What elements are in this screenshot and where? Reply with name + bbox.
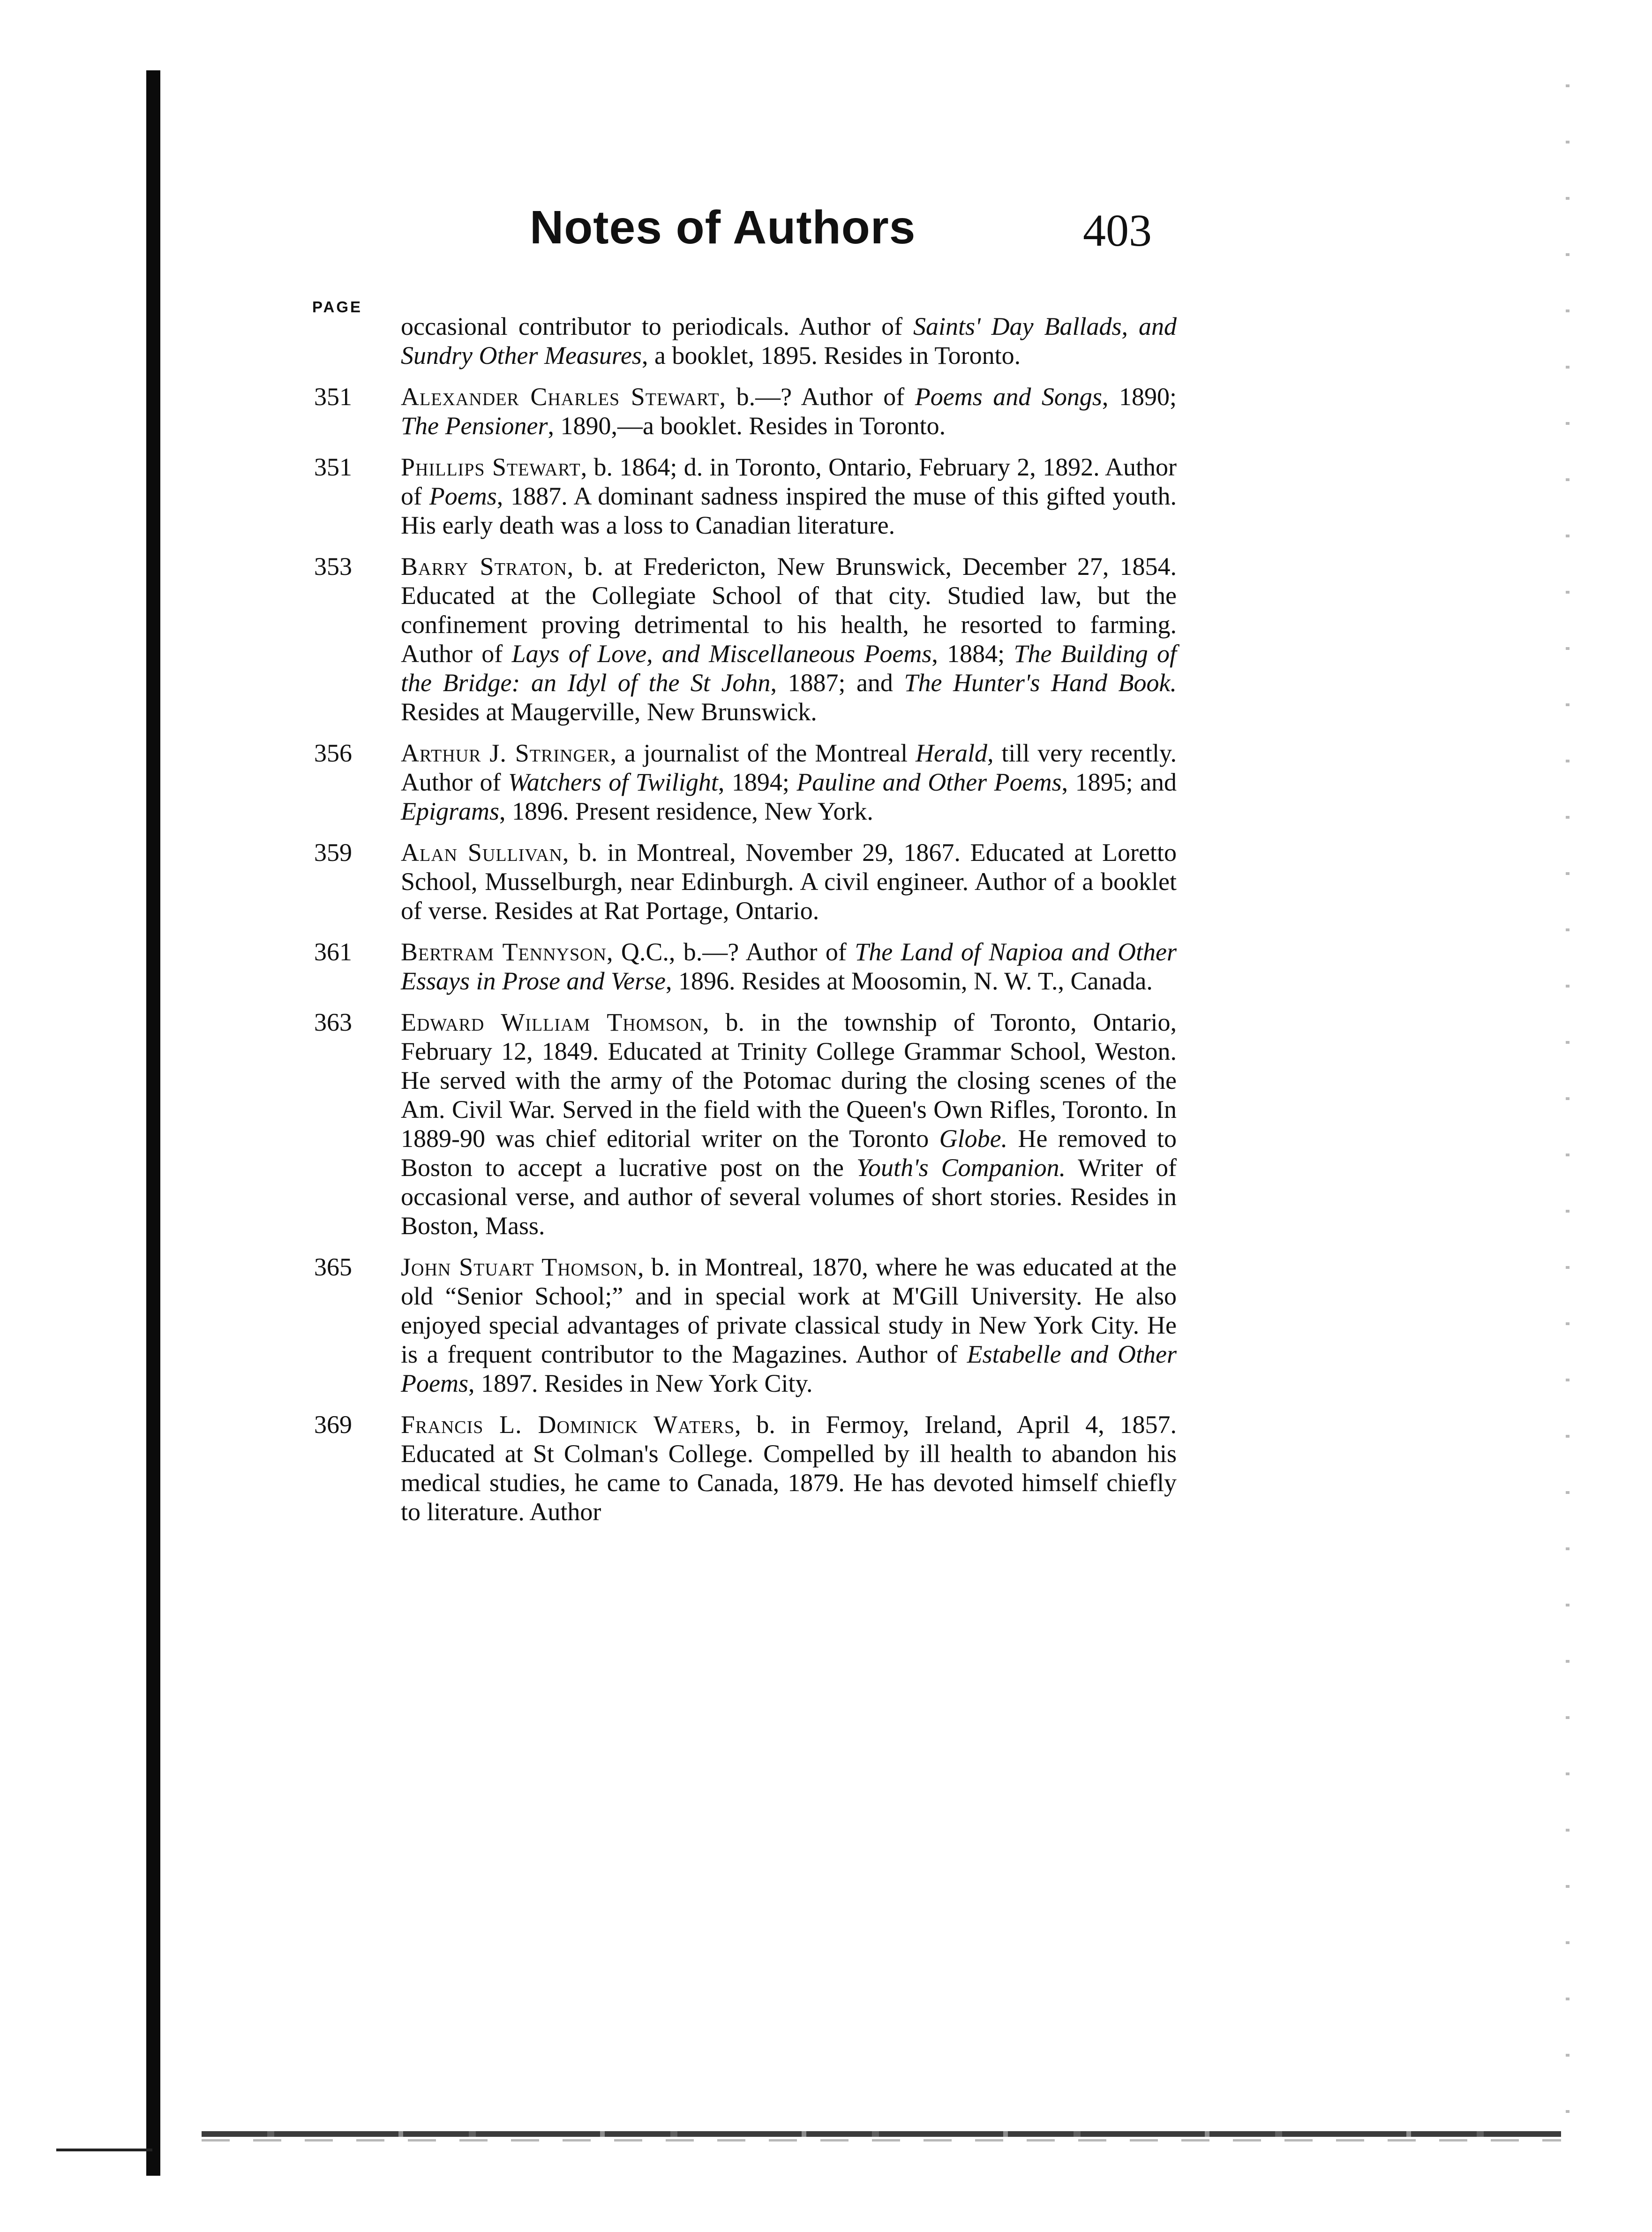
entry-page-number: 361 [314, 938, 352, 966]
author-entry: 351 Phillips Stewart, b. 1864; d. in Toronto, Ontario, February 2, 1892. Author of Poems, 1887. A dominant sadness inspired the muse of this gifted youth. His early death was a loss to Canadian literature. [314, 453, 1177, 539]
author-entry: 359 Alan Sullivan, b. in Montreal, November 29, 1867. Educated at Loretto School, Musselburgh, near Edinburgh. A civil engineer. Author of a booklet of verse. Resides at Rat Portage, Ontario. [314, 838, 1177, 925]
scan-bottom-edge-lower [202, 2139, 1561, 2142]
entry-page-number: 351 [314, 383, 352, 411]
page-title: Notes of Authors [530, 201, 916, 254]
continued-entry: occasional contributor to periodicals. Author of Saints' Day Ballads, and Sundry Other Measures, a booklet, 1895. Resides in Toronto. [401, 312, 1177, 369]
author-name: Phillips Stewart [401, 453, 581, 481]
entry-page-number: 356 [314, 739, 352, 767]
author-name: Edward William Thomson [401, 1008, 703, 1036]
author-entry: 356 Arthur J. Stringer, a journalist of the Montreal Herald, till very recently. Author of Watchers of Twilight, 1894; Pauline and Other Poems, 1895; and Epigrams, 1896. Present residence, New York. [314, 739, 1177, 825]
binding-mark [56, 2149, 152, 2151]
author-name: Alexander Charles Stewart [401, 383, 720, 411]
entry-page-number: 351 [314, 453, 352, 481]
author-entry: 353 Barry Straton, b. at Fredericton, New Brunswick, December 27, 1854. Educated at the Collegiate School of that city. Studied law, but the confinement proving detrimental to his health, he resorted to farming. Author of Lays of Love, and Miscellaneous Poems, 1884; The Building of the Bridge: an Idyl of the St John, 1887; and The Hunter's Hand Book. Resides at Maugerville, New Brunswick. [314, 552, 1177, 726]
entry-page-number: 363 [314, 1008, 352, 1036]
author-entry: 351 Alexander Charles Stewart, b.—? Author of Poems and Songs, 1890; The Pensioner, 1890,—a booklet. Resides in Toronto. [314, 383, 1177, 440]
entry-page-number: 369 [314, 1410, 352, 1439]
author-entry: 363 Edward William Thomson, b. in the township of Toronto, Ontario, February 12, 1849. Educated at Trinity College Grammar School, Weston. He served with the army of the Potomac during the closing scenes of the Am. Civil War. Served in the field with the Queen's Own Rifles, Toronto. In 1889-90 was chief editorial writer on the Toronto Globe. He removed to Boston to accept a lucrative post on the Youth's Companion. Writer of occasional verse, and author of several volumes of short stories. Resides in Boston, Mass. [314, 1008, 1177, 1240]
page-column-label: PAGE [312, 298, 363, 316]
binding-shadow [146, 70, 160, 2176]
author-entry: 365 John Stuart Thomson, b. in Montreal, 1870, where he was educated at the old “Senior School;” and in special work at M'Gill University. He also enjoyed special advantages of private classical study in New York City. He is a frequent contributor to the Magazines. Author of Estabelle and Other Poems, 1897. Resides in New York City. [314, 1253, 1177, 1397]
author-entry: 369 Francis L. Dominick Waters, b. in Fermoy, Ireland, April 4, 1857. Educated at St Colman's College. Compelled by ill health to abandon his medical studies, he came to Canada, 1879. He has devoted himself chiefly to literature. Author [314, 1410, 1177, 1526]
page-edge-specks [1566, 84, 1569, 2148]
author-name: John Stuart Thomson [401, 1253, 638, 1281]
entry-page-number: 359 [314, 838, 352, 867]
author-entry: 361 Bertram Tennyson, Q.C., b.—? Author of The Land of Napioa and Other Essays in Prose and Verse, 1896. Resides at Moosomin, N. W. T., Canada. [314, 938, 1177, 995]
author-name: Bertram Tennyson [401, 938, 607, 966]
scan-bottom-edge [202, 2131, 1561, 2137]
entry-page-number: 353 [314, 552, 352, 581]
author-name: Arthur J. Stringer [401, 739, 610, 767]
entry-page-number: 365 [314, 1253, 352, 1281]
notes-body [309, 312, 1177, 1538]
page-number: 403 [1083, 205, 1152, 256]
author-name: Francis L. Dominick Waters [401, 1410, 735, 1439]
author-name: Barry Straton [401, 552, 567, 581]
author-name: Alan Sullivan [401, 838, 563, 867]
